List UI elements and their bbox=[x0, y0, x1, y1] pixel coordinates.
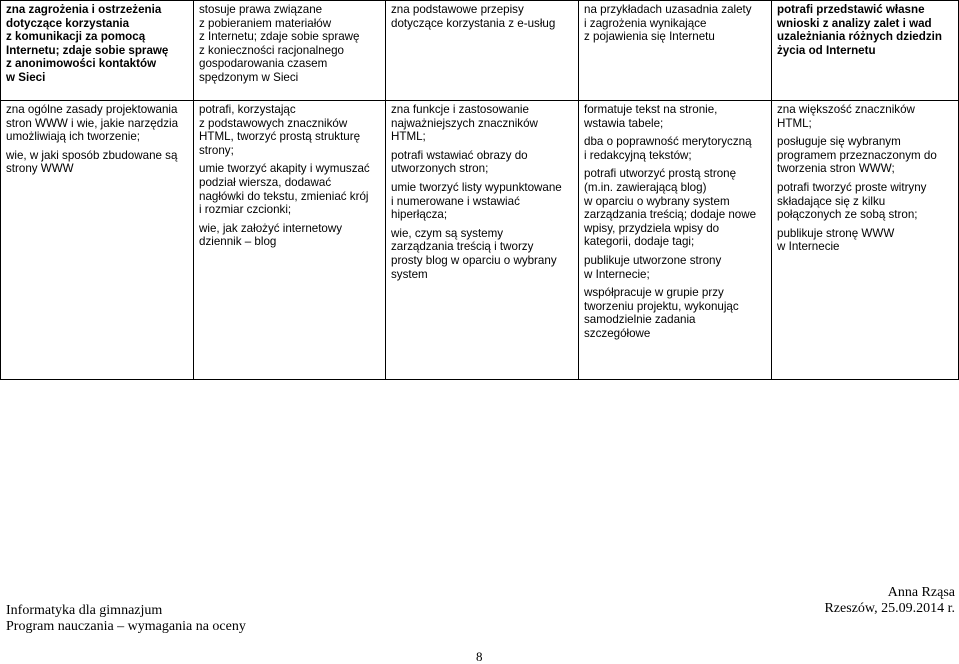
text-line: podział wiersza, dodawać bbox=[199, 175, 332, 189]
table-cell bbox=[194, 101, 386, 380]
text-line: programem przeznaczonym do bbox=[777, 148, 937, 162]
text-line: kategorii, dodaje tagi; bbox=[584, 235, 695, 249]
text-line: życia od Internetu bbox=[777, 43, 876, 57]
text-line: z konieczności racjonalnego bbox=[199, 43, 345, 57]
text-line: (m.in. zawierającą blog) bbox=[584, 180, 707, 194]
text-line: dba o poprawność merytoryczną bbox=[584, 135, 752, 149]
table-cell bbox=[772, 101, 959, 380]
text-line: HTML, tworzyć prostą strukturę bbox=[199, 130, 361, 144]
text-line: współpracuje w grupie przy bbox=[584, 286, 724, 300]
text-line: tworzeniu projektu, wykonując bbox=[584, 299, 739, 313]
text-line: i zagrożenia wynikające bbox=[584, 16, 707, 30]
text-line: i rozmiar czcionki; bbox=[199, 203, 292, 217]
text-line: z anonimowości kontaktów bbox=[6, 57, 157, 71]
text-line: w Sieci bbox=[6, 70, 46, 84]
text-line: i numerowane i wstawiać bbox=[391, 194, 520, 208]
text-line: umożliwiają ich tworzenie; bbox=[6, 130, 141, 144]
text-line: wie, czym są systemy bbox=[391, 226, 504, 240]
text-line: Internetu; zdaje sobie sprawę bbox=[6, 43, 169, 57]
requirement-item bbox=[584, 103, 766, 130]
text-line: stron WWW i wie, jakie narzędzia bbox=[6, 116, 179, 130]
requirement-item bbox=[777, 135, 953, 176]
text-line: system bbox=[391, 267, 428, 281]
text-line: szczegółowe bbox=[584, 326, 651, 340]
requirement-item bbox=[391, 181, 573, 222]
text-line: uzależniania różnych dziedzin bbox=[777, 30, 942, 44]
requirement-item bbox=[199, 222, 380, 249]
text-line: umie tworzyć akapity i wymuszać bbox=[199, 162, 370, 176]
table-row bbox=[1, 101, 959, 380]
text-line: samodzielnie zadania bbox=[584, 313, 696, 327]
requirement-item bbox=[584, 135, 766, 162]
document-subtitle: Program nauczania – wymagania na oceny bbox=[6, 619, 246, 634]
requirement-item bbox=[584, 167, 766, 249]
page-number: 8 bbox=[476, 649, 483, 664]
text-line: zna funkcje i zastosowanie bbox=[391, 103, 529, 116]
table-row bbox=[1, 1, 959, 101]
requirement-item bbox=[584, 286, 766, 340]
requirement-item bbox=[584, 254, 766, 281]
text-line: zna zagrożenia i ostrzeżenia bbox=[6, 3, 162, 16]
text-line: potrafi, korzystając bbox=[199, 103, 296, 116]
text-line: potrafi wstawiać obrazy do bbox=[391, 148, 528, 162]
text-line: wie, jak założyć internetowy bbox=[199, 221, 343, 235]
footer-right bbox=[824, 585, 955, 617]
text-line: publikuje utworzone strony bbox=[584, 253, 722, 267]
text-line: wpisy, przydziela wpisy do bbox=[584, 221, 720, 235]
text-line: składające się z kilku bbox=[777, 194, 886, 208]
text-line: wstawia tabele; bbox=[584, 116, 664, 130]
text-line: umie tworzyć listy wypunktowane bbox=[391, 180, 562, 194]
text-line: prosty blog w oparciu o wybrany bbox=[391, 253, 557, 267]
text-line: nagłówki do tekstu, zmieniać krój bbox=[199, 189, 369, 203]
table-cell bbox=[1, 1, 194, 101]
text-line: zarządzania treścią i tworzy bbox=[391, 240, 534, 254]
text-line: z pojawienia się Internetu bbox=[584, 30, 715, 44]
text-line: wnioski z analizy zalet i wad bbox=[777, 16, 932, 30]
text-line: zna ogólne zasady projektowania bbox=[6, 103, 178, 116]
text-line: stosuje prawa związane bbox=[199, 3, 323, 16]
text-line: zna większość znaczników bbox=[777, 103, 915, 116]
text-line: strony WWW bbox=[6, 162, 74, 176]
text-line: potrafi utworzyć prostą stronę bbox=[584, 167, 737, 181]
text-line: publikuje stronę WWW bbox=[777, 226, 895, 240]
table-cell bbox=[579, 1, 772, 101]
table-cell bbox=[772, 1, 959, 101]
requirement-item bbox=[6, 103, 188, 144]
table-cell bbox=[386, 101, 579, 380]
text-line: zna podstawowe przepisy bbox=[391, 3, 524, 16]
requirement-item bbox=[6, 149, 188, 176]
requirement-item bbox=[777, 227, 953, 254]
text-line: połączonych ze sobą stron; bbox=[777, 208, 918, 222]
requirement-item bbox=[199, 162, 380, 216]
text-line: utworzonych stron; bbox=[391, 162, 489, 176]
text-line: na przykładach uzasadnia zalety bbox=[584, 3, 752, 16]
text-line: w Internecie bbox=[777, 240, 840, 254]
text-line: dziennik – blog bbox=[199, 235, 277, 249]
table-cell bbox=[579, 101, 772, 380]
text-line: z podstawowych znaczników bbox=[199, 116, 348, 130]
text-line: strony; bbox=[199, 143, 234, 157]
text-line: z pobieraniem materiałów bbox=[199, 16, 332, 30]
requirement-item bbox=[391, 227, 573, 281]
text-line: potrafi przedstawić własne bbox=[777, 3, 925, 16]
text-line: najważniejszych znaczników bbox=[391, 116, 538, 130]
text-line: hiperłącza; bbox=[391, 208, 448, 222]
text-line: potrafi tworzyć proste witryny bbox=[777, 180, 927, 194]
footer-left bbox=[6, 603, 246, 635]
text-line: HTML; bbox=[391, 130, 426, 144]
author-name: Anna Rząsa bbox=[887, 585, 955, 600]
text-line: formatuje tekst na stronie, bbox=[584, 103, 718, 116]
requirement-item bbox=[391, 103, 573, 144]
text-line: w oparciu o wybrany system bbox=[584, 194, 730, 208]
text-line: dotyczące korzystania z e-usług bbox=[391, 16, 556, 30]
text-line: z komunikacji za pomocą bbox=[6, 30, 146, 44]
text-line: w Internecie; bbox=[584, 267, 650, 281]
text-line: spędzonym w Sieci bbox=[199, 70, 299, 84]
table-cell bbox=[1, 101, 194, 380]
requirement-item bbox=[777, 181, 953, 222]
text-line: i redakcyjną tekstów; bbox=[584, 148, 692, 162]
requirement-item bbox=[391, 149, 573, 176]
table-cell bbox=[386, 1, 579, 101]
text-line: posługuje się wybranym bbox=[777, 135, 901, 149]
text-line: wie, w jaki sposób zbudowane są bbox=[6, 148, 178, 162]
text-line: tworzenia stron WWW; bbox=[777, 162, 895, 176]
requirement-item bbox=[777, 103, 953, 130]
text-line: dotyczące korzystania bbox=[6, 16, 130, 30]
text-line: z Internetu; zdaje sobie sprawę bbox=[199, 30, 360, 44]
requirement-item bbox=[199, 103, 380, 157]
text-line: zarządzania treścią; dodaje nowe bbox=[584, 208, 757, 222]
place-date: Rzeszów, 25.09.2014 r. bbox=[824, 601, 955, 616]
course-title: Informatyka dla gimnazjum bbox=[6, 603, 163, 618]
text-line: gospodarowania czasem bbox=[199, 57, 328, 71]
table-cell bbox=[194, 1, 386, 101]
text-line: HTML; bbox=[777, 116, 812, 130]
